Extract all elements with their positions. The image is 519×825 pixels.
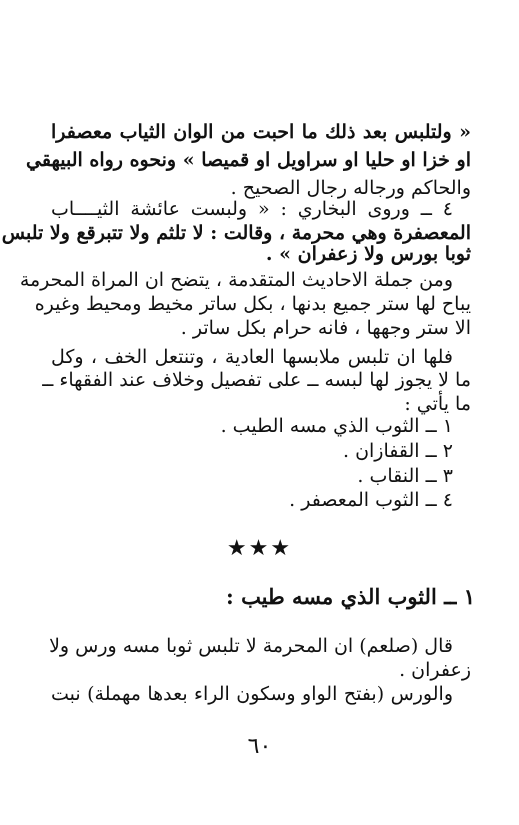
text-line-6: ثوبا بورس ولا زعفران » . — [265, 243, 471, 265]
text-line-4: ٤ ــ وروى البخاري : « ولبست عائشة الثيــــاب — [51, 198, 453, 220]
page-number: ٦٠ — [247, 734, 272, 759]
text-line-8: يباح لها ستر جميع بدنها ، بكل ساتر مخيط ومحيط وغيره — [34, 293, 471, 315]
text-line-9: الا ستر وجهها ، فانه حرام بكل ساتر . — [180, 317, 471, 339]
text-line-12: ما يأتي : — [404, 393, 471, 415]
text-line-5: المعصفرة وهي محرمة ، وقالت : لا تلثم ولا تتبرقع ولا تلبس — [1, 222, 471, 244]
list-item-3: ٣ ــ النقاب . — [357, 465, 453, 487]
text-line-19: والورس (بفتح الواو وسكون الراء بعدها مهملة) نبت — [51, 683, 453, 705]
text-line-17: قال (صلعم) ان المحرمة لا تلبس ثوبا مسه ورس ولا — [49, 635, 453, 657]
text-line-3: والحاكم ورجاله رجال الصحيح . — [230, 177, 471, 199]
text-line-10: فلها ان تلبس ملابسها العادية ، وتنتعل الخف ، وكل — [51, 346, 453, 368]
section-heading: ١ ــ الثوب الذي مسه طيب : — [226, 584, 475, 609]
separator-stars: ★★★ — [226, 536, 293, 561]
list-item-1: ١ ــ الثوب الذي مسه الطيب . — [220, 415, 453, 437]
text-line-11: ما لا يجوز لها لبسه ــ على تفصيل وخلاف عند الفقهاء ــ — [42, 369, 471, 391]
text-line-18: زعفران . — [399, 659, 471, 681]
text-line-7: ومن جملة الاحاديث المتقدمة ، يتضح ان المراة المحرمة — [19, 269, 453, 291]
list-item-2: ٢ ــ القفازان . — [343, 440, 453, 462]
text-line-2: او خزا او حليا او سراويل او قميصا » ونحوه رواه البيهقي — [26, 149, 471, 171]
list-item-4: ٤ ــ الثوب المعصفر . — [289, 489, 453, 511]
text-line-1: « ولتلبس بعد ذلك ما احبت من الوان الثياب معصفرا — [51, 121, 471, 143]
